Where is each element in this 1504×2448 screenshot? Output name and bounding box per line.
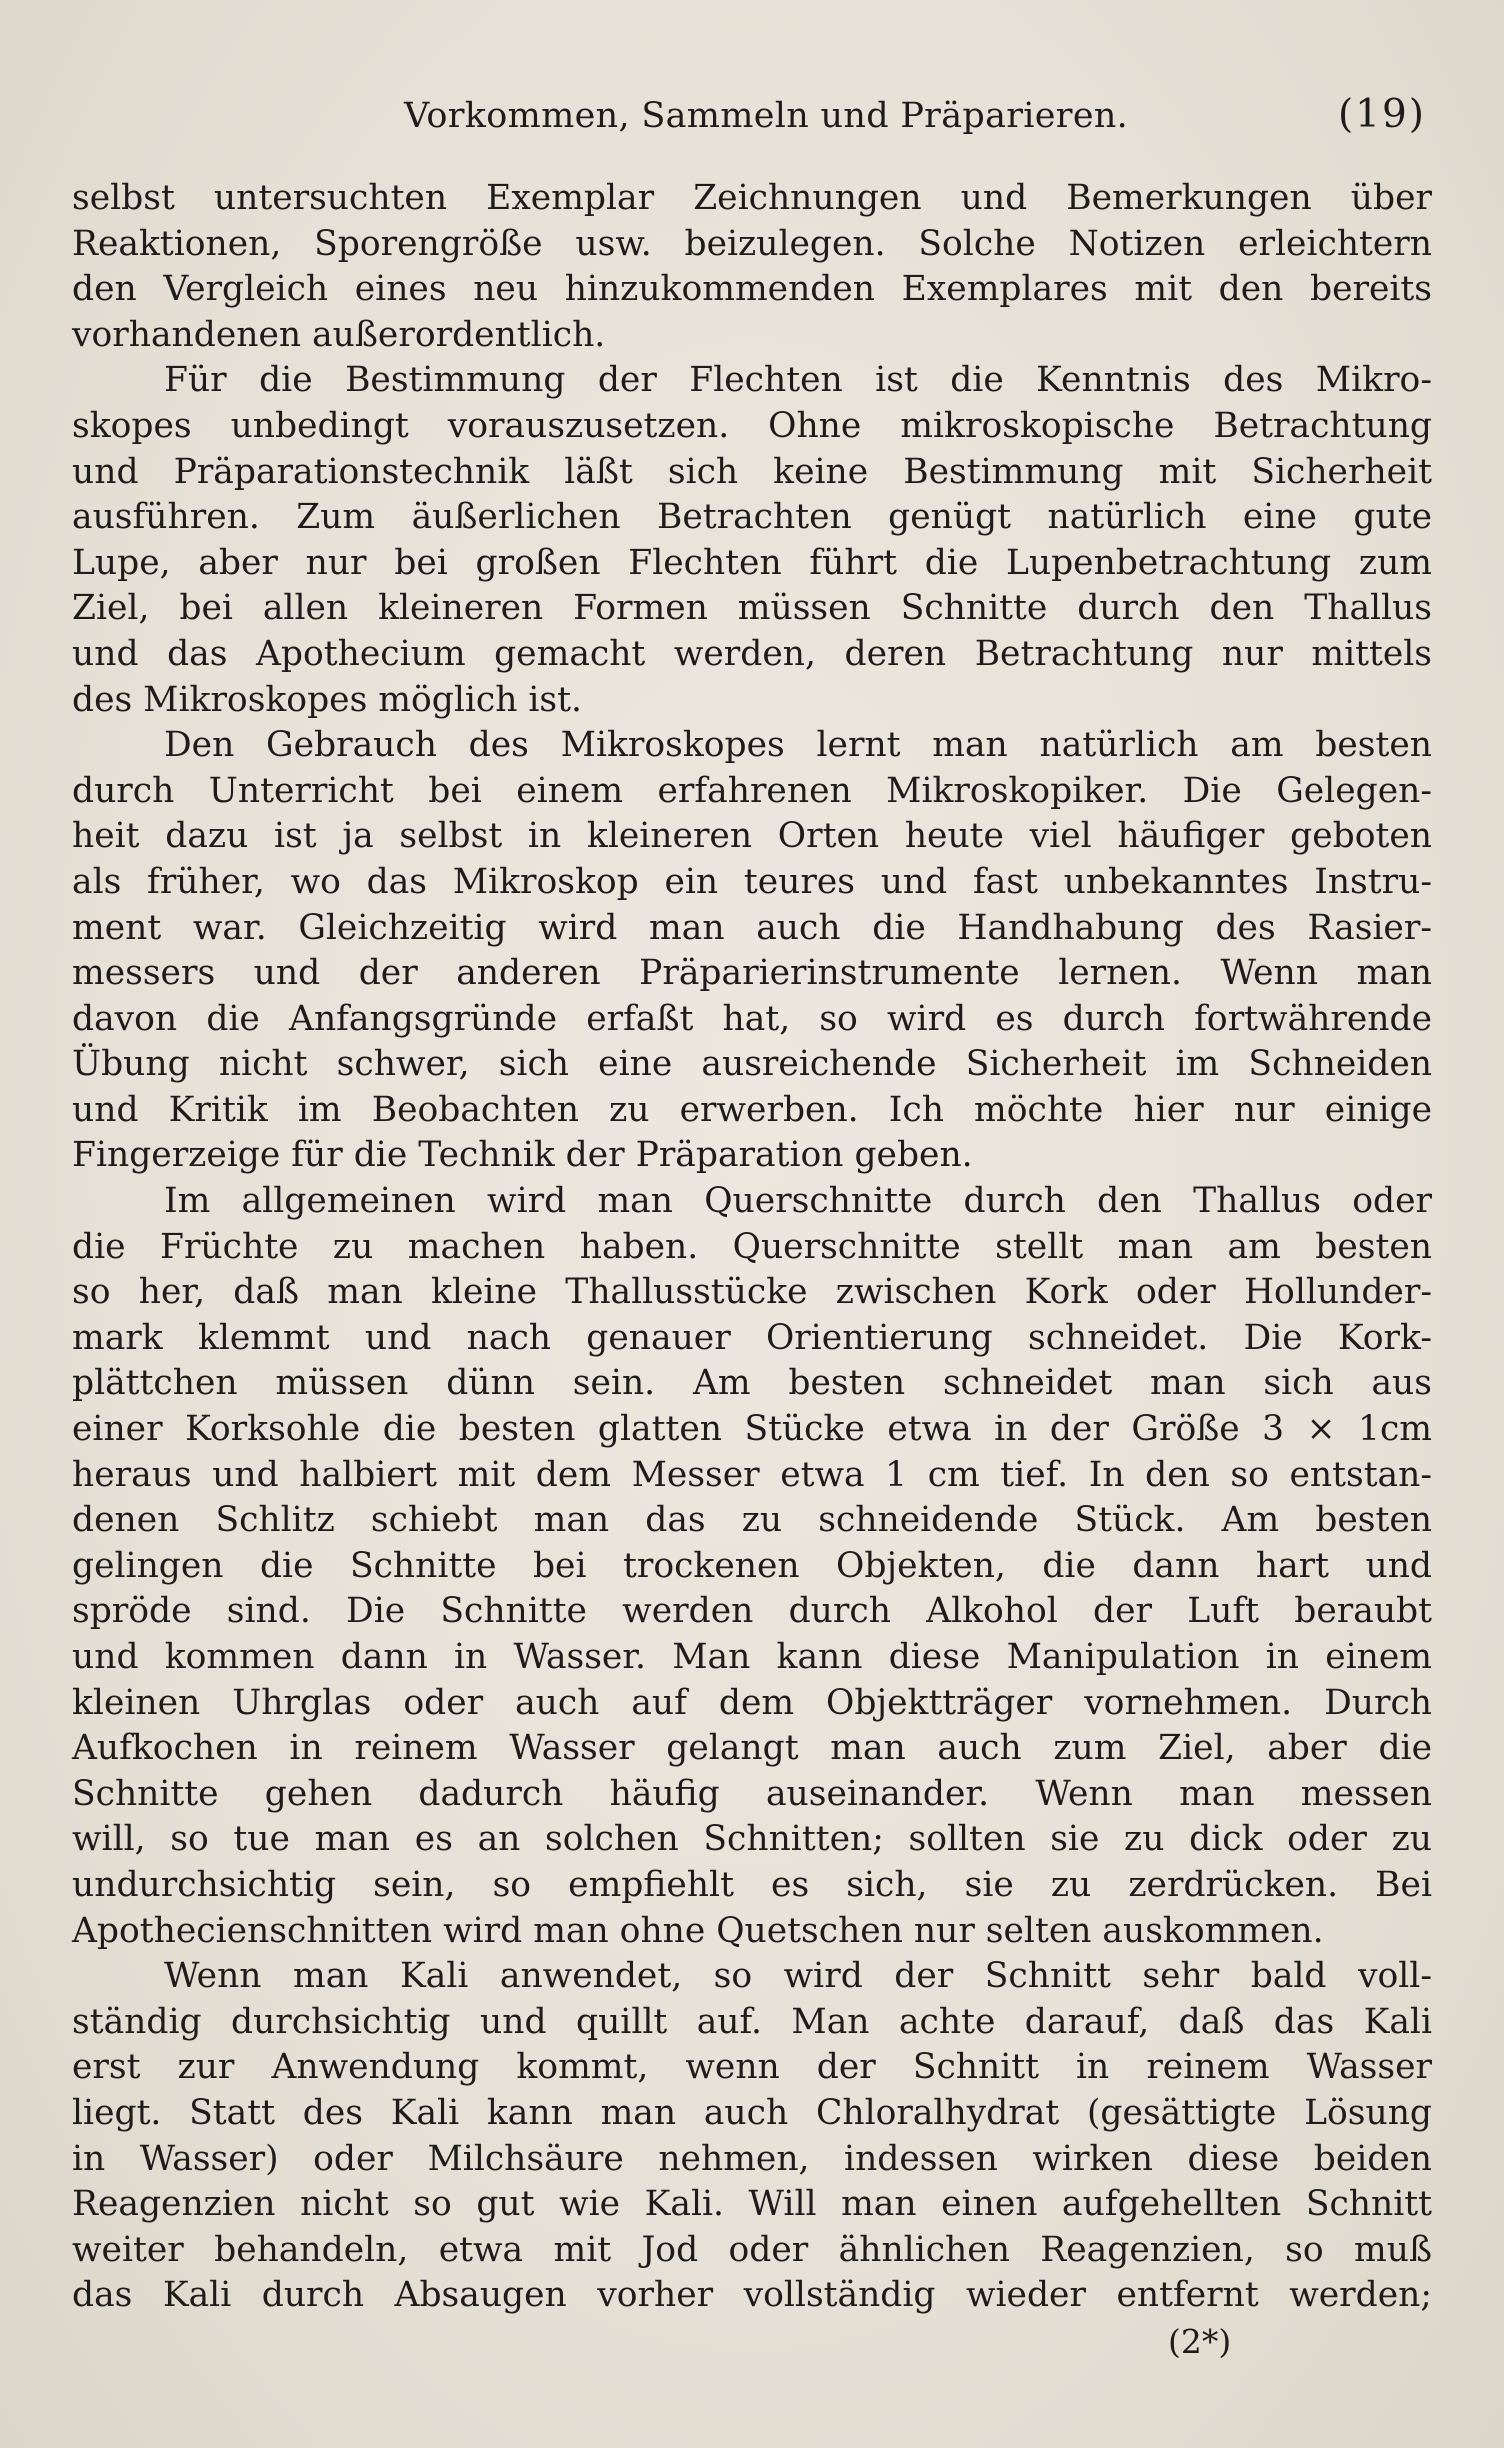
running-head-title: Vorkommen, Sammeln und Präparieren. (404, 96, 1129, 136)
body-text (72, 176, 1432, 2319)
signature-mark: (2*) (1168, 2322, 1232, 2361)
text-line: heraus und halbiert mit dem Messer etwa 1 cm tief. In den so entstan- (72, 1454, 1432, 1495)
text-line: so her, daß man kleine Thallusstücke zwischen Kork oder Hollunder- (72, 1272, 1432, 1313)
text-line: Apothecienschnitten wird man ohne Quetschen nur selten auskommen. (72, 1910, 1324, 1951)
text-line: will, so tue man es an solchen Schnitten; sollten sie zu dick oder zu (72, 1819, 1432, 1860)
text-line: und Kritik im Beobachten zu erwerben. Ich möchte hier nur einige (72, 1089, 1432, 1130)
text-line: heit dazu ist ja selbst in kleineren Orten heute viel häufiger geboten (72, 816, 1432, 857)
text-line: davon die Anfangsgründe erfaßt hat, so wird es durch fortwährende (72, 998, 1432, 1039)
text-line: Reaktionen, Sporengröße usw. beizulegen. Solche Notizen erleichtern (72, 223, 1432, 264)
text-line: ment war. Gleichzeitig wird man auch die Handhabung des Rasier- (72, 907, 1432, 948)
text-line: Fingerzeige für die Technik der Präparation geben. (72, 1135, 973, 1176)
text-line: skopes unbedingt vorauszusetzen. Ohne mikroskopische Betrachtung (72, 405, 1432, 446)
text-line: und kommen dann in Wasser. Man kann diese Manipulation in einem (72, 1637, 1432, 1677)
text-line: undurchsichtig sein, so empfiehlt es sich, sie zu zerdrücken. Bei (72, 1864, 1432, 1905)
text-line: Für die Bestimmung der Flechten ist die Kenntnis des Mikro- (164, 360, 1432, 401)
text-line: des Mikroskopes möglich ist. (72, 679, 582, 720)
text-line: Schnitte gehen dadurch häufig auseinander. Wenn man messen (72, 1773, 1432, 1814)
text-line: Lupe, aber nur bei großen Flechten führt die Lupenbetrachtung zum (72, 542, 1432, 583)
text-line: Aufkochen in reinem Wasser gelangt man auch zum Ziel, aber die (72, 1728, 1432, 1769)
text-line: einer Korksohle die besten glatten Stücke etwa in der Größe 3 × 1cm (72, 1409, 1432, 1450)
text-line: Wenn man Kali anwendet, so wird der Schnitt sehr bald voll- (164, 1956, 1432, 1997)
text-line: Übung nicht schwer, sich eine ausreichende Sicherheit im Schneiden (72, 1044, 1432, 1085)
text-line: mark klemmt und nach genauer Orientierung schneidet. Die Kork- (72, 1317, 1432, 1358)
text-line: vorhandenen außerordentlich. (72, 314, 606, 355)
text-line: messers und der anderen Präparierinstrumente lernen. Wenn man (72, 953, 1432, 994)
text-line: Den Gebrauch des Mikroskopes lernt man natürlich am besten (164, 725, 1432, 766)
text-line: kleinen Uhrglas oder auch auf dem Objektträger vornehmen. Durch (72, 1682, 1432, 1723)
text-line: und Präparationstechnik läßt sich keine Bestimmung mit Sicherheit (72, 451, 1432, 492)
text-line: das Kali durch Absaugen vorher vollständig wieder entfernt werden; (72, 2275, 1432, 2316)
page-number: (19) (1337, 92, 1426, 137)
text-line: den Vergleich eines neu hinzukommenden Exemplares mit den bereits (72, 269, 1432, 310)
text-line: die Früchte zu machen haben. Querschnitte stellt man am besten (72, 1226, 1432, 1267)
text-line: in Wasser) oder Milchsäure nehmen, indessen wirken diese beiden (72, 2138, 1432, 2179)
text-line: spröde sind. Die Schnitte werden durch Alkohol der Luft beraubt (72, 1591, 1432, 1632)
text-line: Ziel, bei allen kleineren Formen müssen Schnitte durch den Thallus (72, 588, 1432, 629)
text-line: Im allgemeinen wird man Querschnitte durch den Thallus oder (164, 1181, 1432, 1222)
text-line: Reagenzien nicht so gut wie Kali. Will man einen aufgehellten Schnitt (72, 2184, 1432, 2225)
text-line: plättchen müssen dünn sein. Am besten schneidet man sich aus (72, 1363, 1432, 1404)
text-line: liegt. Statt des Kali kann man auch Chloralhydrat (gesättigte Lösung (72, 2092, 1432, 2133)
text-line: erst zur Anwendung kommt, wenn der Schnitt in reinem Wasser (72, 2047, 1432, 2088)
text-line: weiter behandeln, etwa mit Jod oder ähnlichen Reagenzien, so muß (72, 2229, 1432, 2270)
text-line: ständig durchsichtig und quillt auf. Man achte darauf, daß das Kali (72, 2001, 1432, 2042)
text-line: als früher, wo das Mikroskop ein teures und fast unbekanntes Instru- (72, 861, 1432, 902)
text-line: gelingen die Schnitte bei trockenen Objekten, die dann hart und (72, 1545, 1432, 1586)
text-line: durch Unterricht bei einem erfahrenen Mikroskopiker. Die Gelegen- (72, 770, 1432, 811)
text-line: selbst untersuchten Exemplar Zeichnungen und Bemerkungen über (72, 178, 1432, 218)
text-line: und das Apothecium gemacht werden, deren Betrachtung nur mittels (72, 633, 1432, 674)
text-line: ausführen. Zum äußerlichen Betrachten genügt natürlich eine gute (72, 497, 1432, 538)
text-line: denen Schlitz schiebt man das zu schneidende Stück. Am besten (72, 1500, 1432, 1541)
